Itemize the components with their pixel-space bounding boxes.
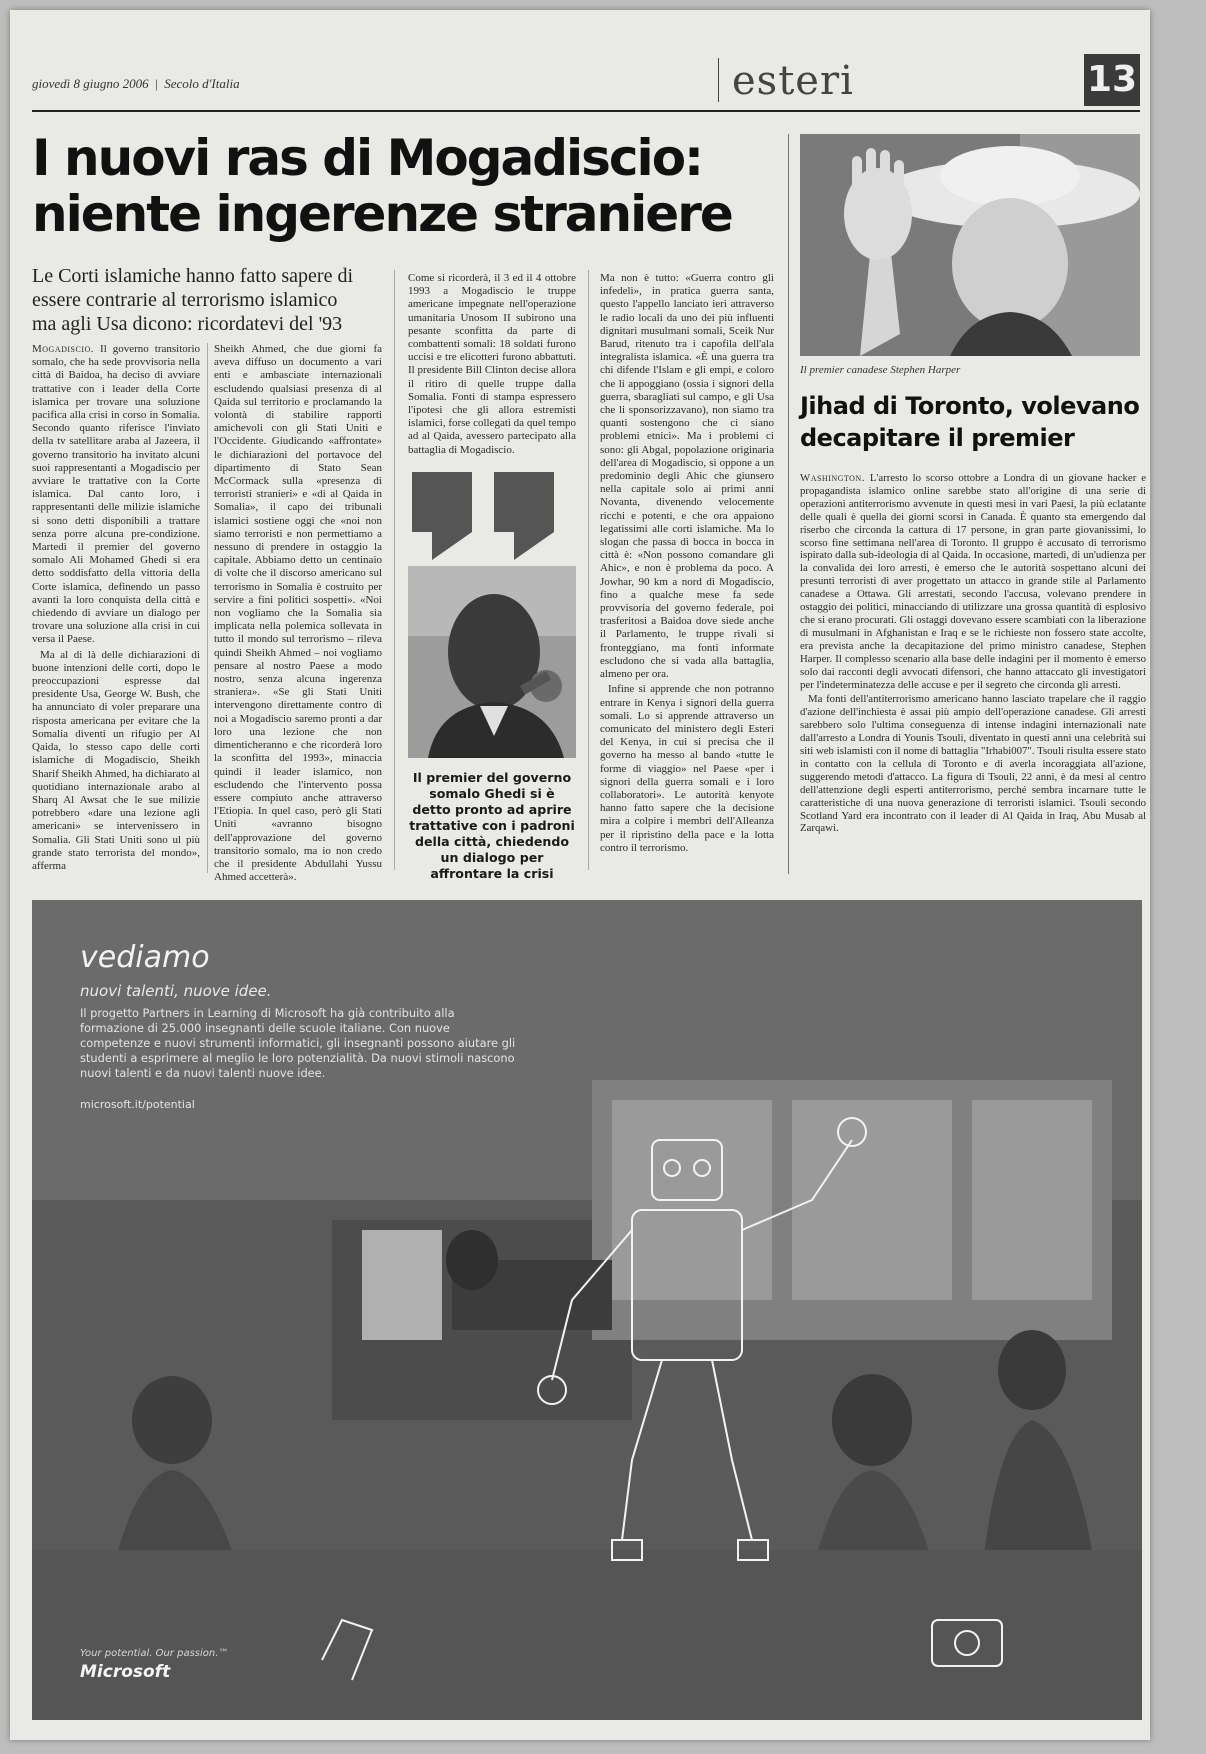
- headline-line-1: I nuovi ras di Mogadiscio:: [32, 129, 703, 187]
- ad-body-text: Il progetto Partners in Learning di Microsoft ha già contribuito alla formazione di 25.000 insegnanti delle scuole italiane. Con nuove competenze e nuovi strumenti informatici, gli insegnanti possono aiutare gli studenti a esprimere al meglio le loro potenzialità. Da nuovi stimoli nascono nuovi talenti e da nuovi talenti nuove idee.: [80, 1006, 516, 1080]
- sidebar-headline: [800, 390, 1150, 454]
- article-paragraph: Infine si apprende che non potranno entrare in Kenya i signori della guerra somali. Lo si apprende attraverso un comunicato del ministero degli Esteri del Kenya, in cui si precisa che il governo ha messo al bando «tutte le forme di viaggio» nel Paese «per i signori della guerra somali e i loro collaboratori». Le autorità kenyote hanno fatto sapere che la decisione mira a colpire i membri dell'Alleanza per il ripristino della pace e la lotta contro il terrorismo.: [600, 683, 774, 854]
- page-number: 13: [1084, 54, 1140, 106]
- ad-title: vediamo: [80, 940, 210, 975]
- pull-quote: Il premier del governo somalo Ghedi si è detto pronto ad aprire trattative con i padroni della città, chiedendo un dialogo per affrontare la crisi: [409, 770, 575, 881]
- quote-marks-graphic: [408, 472, 562, 562]
- sidebar-paragraph: Washington. L'arresto lo scorso ottobre a Londra di un giovane hacker e propagandista islamico online sarebbe stato all'origine di una serie di operazioni antiterrorismo avvenute in questi mesi in vari Paesi, la più eclatante delle quali è quella dei giorni scorsi in Canada. È quanto sta emergendo dal riserbo che circonda la cattura di 17 persone, in gran parte giovanissimi, lo scorso fine settimana nell'area di Toronto. Il gruppo è accusato di terrorismo ispirato dalla sub-ideologia di al Qaida. In occasione, martedì, di un'udienza per la convalida dei loro arresti, è emerso che le autorità sospettano alcuni dei presunti terroristi di aver progettato un attacco in grande stile al Parlamento canadese a Ottawa. Gli arrestati, secondo l'accusa, volevano prendere in ostaggio dei politici, minacciando di utilizzare una grossa quantità di esplosivo che si erano procurati. Gli ostaggi dovevano essere scambiati con la liberazione di musulmani in Afghanistan e Iraq e se le richieste non fossero state accolte, era prevista anche la decapitazione del primo ministro canadese, Stephen Harper. Il complesso scenario alla base delle indagini per il momento è emerso solo dai racconti degli avvocati difensori, che hanno attaccato gli investigatori per l'indeterminatezza delle accuse e per il segreto che circonda gli arresti.: [800, 472, 1146, 691]
- article-column-2: [214, 343, 382, 886]
- article-column-3: [408, 272, 576, 459]
- article-headline: [32, 130, 772, 242]
- article-paragraph: Sheikh Ahmed, che due giorni fa aveva diffuso un documento a vari enti e ambasciate internazionali escludendo qualsiasi presenza di al Qaida sul territorio e proclamando la volontà di stabilire rapporti amichevoli con gli Stati Uniti e l'Occidente. Giudicando «affrontate» le dichiarazioni del portavoce del dipartimento di Stato Sean McCormack sulla «presenza di terroristi stranieri» e «di al Qaida in Somalia», il capo dei tribunali islamici sostiene oggi che «noi non siamo terroristi e non permettiamo a nessuno di prendere in ostaggio la capitale. Abbiamo detto un centinaio di volte che il discorso americano sul terrorismo in Somalia è costruito per servire a fini politici sospetti». «Noi non vogliamo che la Somalia sia implicata nella polemica sollevata in tutto il mondo sul terrorismo – rileva quindi Sheikh Ahmed – noi vogliamo pensare al nostro Paese a modo nostro, senza alcuna ingerenza straniera». «Se gli Stati Uniti intervengono direttamente contro di noi a Mogadiscio saremo pronti a dar loro una lezione che non dimenticheranno e che ricorderà loro la sconfitta del 1993», minaccia quindi il leader islamico, non escludendo che l'intervento possa essere compiuto anche attraverso l'Etiopia. In quel caso, però gli Stati Uniti «avranno bisogno dell'approvazione del governo transitorio somalo, ma io non credo che il presidente Abdullahi Yussu Ahmed accetterà».: [214, 343, 382, 884]
- newspaper-name: Secolo d'Italia: [164, 76, 240, 91]
- sidebar-paragraph: Ma fonti dell'antiterrorismo americano hanno lasciato trapelare che il raggio d'azione dell'inchiesta è assai più ampio dell'operazione canadese. Gli arresti sarebbero solo l'ultima conseguenza di intense indagini internazionali nate dall'arresto a Londra di Younis Tsouli, diventato in questi anni una celebrità sui siti web islamisti con il nome di battaglia "Irhabi007". Tsouli risulta essere stato in contatto con la cellula di Toronto e di averla incoraggiata all'azione, suggerendo metodi d'attacco. La figura di Tsouli, 22 anni, è da mesi al centro dell'attenzione degli esperti antiterrorismo, perché sembra incarnare tutte le caratteristiche di una nuova generazione di terroristi islamici. Tsouli secondo Scotland Yard era incontrato con il leader di Al Qaida in Iraq, Abu Musab al Zarqawi.: [800, 693, 1146, 835]
- quote-mark-left: [412, 472, 472, 560]
- issue-date: giovedì 8 giugno 2006: [32, 76, 149, 91]
- quote-mark-right: [494, 472, 554, 560]
- ad-subtitle: nuovi talenti, nuove idee.: [80, 982, 272, 1000]
- headline-line-2: niente ingerenze straniere: [32, 185, 732, 243]
- article-column-1: [32, 343, 200, 875]
- masthead: [32, 52, 1140, 112]
- article-paragraph: Ma non è tutto: «Guerra contro gli infedeli», in pratica guerra santa, questo l'appello lanciato ieri attraverso le radio locali da uno dei più influenti dignitari musulmani somali, Sceik Nur Barud, ritenuto tra i capofila dell'ala integralista islamica. «È una guerra tra chi difende l'Islam e gli empi, e coloro che li appoggiano (ossia i signori della guerra, sbaragliati sul campo, e gli Usa che li sponsorizzavano), non siamo tra quanti sostengono che ci siano problemi etnici». Ma i problemi ci sono: gli Abgal, popolazione originaria dell'area di Mogadiscio, si oppone a un predominio degli Ahic che giunsero nella capitale solo ai primi anni Novanta, divenendo velocemente ricchi e potenti, e che ora appaiono legatissimi alle corti islamiche. Ma lo slogan che passa di bocca in bocca in città è: «Non possono comandare gli Ahic», e non è problema da poco. A Jowhar, 90 km a nord di Mogadiscio, fino a qualche mese fa sede provvisoria del governo federale, poi trasferitosi a Baidoa dove siede anche il Parlamento, le truppe rivali si fronteggiano, ma fonti informate escludono che si vada alla battaglia, almeno per ora.: [600, 272, 774, 681]
- sidebar-article-body: [800, 472, 1146, 837]
- article-paragraph: Mogadiscio. Il governo transitorio somalo, che ha sede provvisoria nella città di Baidoa, ha deciso di avviare trattative con i leader della Corte islamica per trovare una soluzione pacifica alla crisi in corso in Somalia. Secondo quanto riferisce l'inviato della tv satellitare araba al Jazeera, il governo transitorio ha invitato alcuni suoi rappresentanti a Mogadiscio per avviare le trattative con la Corte islamica. Dal canto loro, i rappresentanti delle milizie islamiche si sono detti disponibili a trattare senza porre alcuna pre-condizione. Martedì il premier del governo somalo Ali Mohamed Ghedi si era detto soddisfatto della vittoria della Corte islamica, definendo un passo avanti la loro conquista della città e chiedendo di avviare un dialogo per trovare una soluzione alla crisi in cui versa il Paese.: [32, 343, 200, 646]
- article-subhead: Le Corti islamiche hanno fatto sapere di essere contrarie al terrorismo islamico ma agli Usa dicono: ricordatevi del '93: [32, 265, 354, 335]
- ad-url: microsoft.it/potential: [80, 1098, 195, 1111]
- sidebar-headline-line-1: Jihad di Toronto, volevano: [800, 392, 1140, 420]
- section-name: esteri: [732, 58, 854, 104]
- column-rule: [207, 343, 208, 873]
- article-column-4: [600, 272, 774, 857]
- ad-tagline: Your potential. Our passion.™: [80, 1648, 229, 1659]
- sidebar-headline-line-2: decapitare il premier: [800, 424, 1075, 452]
- microsoft-logo: Microsoft: [80, 1662, 171, 1682]
- article-paragraph: Ma al di là delle dichiarazioni di buone intenzioni delle corti, dopo le preoccupazioni espresse dal presidente Usa, George W. Bush, che ha annunciato di voler preparare una risposta americana per evitare che la Somalia diventi un rifugio per Al Qaida, lo stesso capo delle corti islamiche di Mogadiscio, Sheikh Sharif Sheikh Ahmed, ha dichiarato al quotidiano internazionale arabo al Sharq Al Awsat che le sue milizie potrebbero «dare una lezione agli americani» se intervenissero in Somalia. Gli Stati Uniti sono ul più grande stato terrorista del mondo», afferma: [32, 648, 201, 872]
- masthead-date-line: giovedì 8 giugno 2006 | Secolo d'Italia: [32, 76, 240, 91]
- harper-photo: [800, 134, 1140, 356]
- ghedi-photo: [408, 566, 576, 758]
- newspaper-page: [10, 10, 1150, 1740]
- article-paragraph: Come si ricorderà, il 3 ed il 4 ottobre 1993 a Mogadiscio le truppe americane impegnate nell'operazione umanitaria Unosom II subirono una pesante sconfitta da parte di combattenti somali: 18 soldati furono uccisi e tre elicotteri furono abbattuti. Il presidente Bill Clinton decise allora il ritiro di quelle truppe dalla Somalia. Fonti di stampa espressero l'ipotesi che gli allora estremisti islamici, forse collegati da quel tempo ad al Qaida, avessero partecipato alla battaglia di Mogadiscio.: [408, 272, 577, 456]
- harper-photo-caption: Il premier canadese Stephen Harper: [800, 364, 961, 376]
- microsoft-advertisement: [32, 900, 1142, 1720]
- sidebar-rule: [788, 134, 789, 874]
- column-rule: [394, 270, 395, 870]
- column-rule: [588, 270, 589, 870]
- sidebar-dateline: Washington.: [800, 472, 865, 484]
- masthead-divider: [718, 58, 719, 102]
- article-dateline: Mogadiscio.: [32, 343, 95, 355]
